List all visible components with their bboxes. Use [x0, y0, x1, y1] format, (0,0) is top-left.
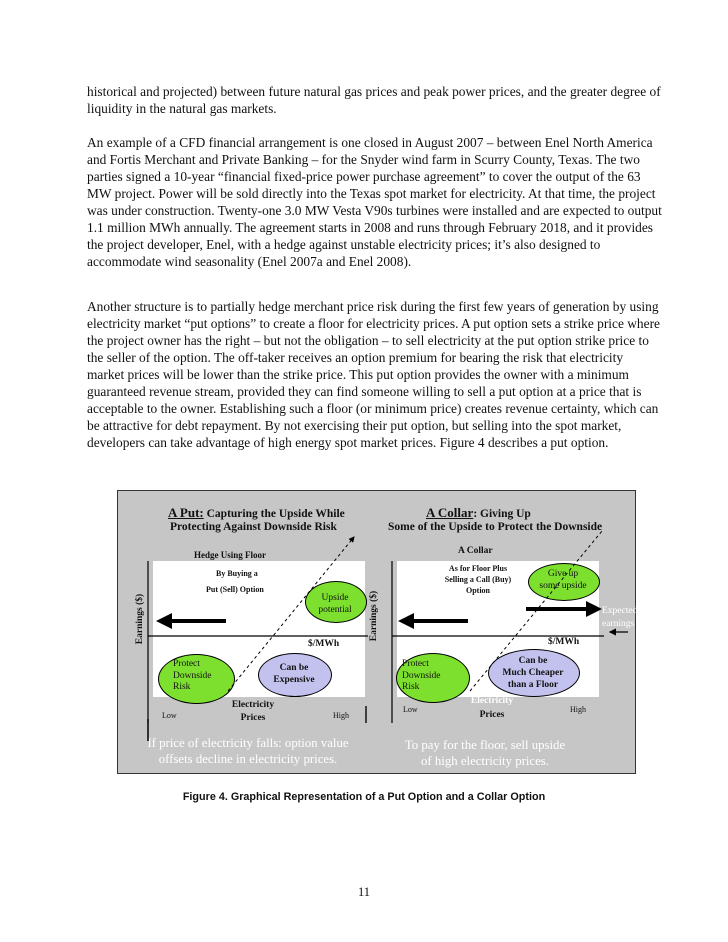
collar-title-line2: Some of the Upside to Protect the Downside: [388, 521, 603, 533]
figure-put-and-collar: [117, 490, 636, 774]
put-buying-line1: By Buying a: [216, 569, 258, 578]
put-expensive-label: Can be Expensive: [273, 663, 315, 685]
collar-cap-arrowhead: [586, 601, 602, 617]
page-number: 11: [357, 885, 371, 899]
collar-title: A Collar: Giving Up: [426, 505, 531, 520]
upside-potential-label: Upside potential: [318, 593, 352, 615]
put-floor-arrowhead: [156, 613, 172, 629]
collar-unit-label: $/MWh: [548, 637, 580, 647]
figure-caption: Figure 4. Graphical Representation of a Put Option and a Collar Option: [182, 791, 546, 803]
figure-lines: [118, 491, 638, 773]
put-x-high: High: [333, 711, 349, 720]
collar-y-axis-label: Earnings ($): [369, 590, 379, 642]
collar-cheaper-label: Can be Much Cheaper than a Floor: [502, 656, 564, 690]
collar-x-low: Low: [403, 705, 418, 714]
put-protect-downside-label: Protect Downside Risk: [173, 659, 212, 692]
put-title: A Put: Capturing the Upside While: [168, 505, 345, 520]
put-upside-line: [228, 537, 354, 691]
put-chart-title: Hedge Using Floor: [194, 550, 266, 560]
collar-floor-arrowhead: [398, 613, 414, 629]
paragraph-cfd-example: An example of a CFD financial arrangement is one closed in August 2007 – between Enel North America and Fortis Merchant and Private Banking – for the Snyder wind farm in Scurry County, Texas. The two parties signed a 10-year “financial fixed-price power purchase agreement” to cover the output of the 63 MW project. Power will be sold directly into the Texas spot market for electricity. At that time, the project was under construction. Twenty-one 3.0 MW Vesta V90s turbines were installed and are expected to output 1.1 million MWh annually. The agreement starts in 2008 and runs through February 2018, and it provides the project developer, Enel, with a hedge against unstable electricity prices; it’s also designed to accommodate wind seasonality (Enel 2007a and Enel 2008).: [87, 135, 662, 269]
give-up-upside-label: Give up some upside: [539, 569, 587, 591]
put-x-low: Low: [162, 711, 177, 720]
collar-chart-title: A Collar: [458, 546, 493, 556]
put-y-axis-label: Earnings ($): [135, 593, 145, 645]
collar-x-axis-label: Electricity Prices: [470, 696, 514, 720]
paragraph-continuation: historical and projected) between future natural gas prices and peak power prices, and the greater degree of liquidity in the natural gas markets.: [87, 84, 661, 116]
collar-floor-label: As for Floor Plus Selling a Call (Buy) Option: [444, 564, 512, 595]
expected-earnings-label: Expected earnings: [602, 606, 638, 629]
paragraph-put-options: Another structure is to partially hedge merchant price risk during the first few years of generation by using electricity market “put options” to create a floor for electricity prices. A put option sets a strike price where the project owner has the right – but not the obligation – to sell electricity at the put option strike price to the seller of the option. The off-taker receives an option premium for bearing the risk that electricity market prices will be lower than the strike price. This put option provides the owner with a minimum guaranteed revenue stream, provided they can find someone willing to sell a put option at a price that is acceptable to the owner. Establishing such a floor (or minimum price) creates revenue certainty, which can be attractive for debt repayment. By not exercising their put option, but selling into the spot market, developers can take advantage of high energy spot market prices. Figure 4 describes a put option.: [87, 299, 660, 450]
put-bottom-note: If price of electricity falls: option value offsets decline in electricity prices.: [147, 736, 349, 766]
put-title-line2: Protecting Against Downside Risk: [170, 521, 337, 533]
put-buying-line2: Put (Sell) Option: [206, 585, 264, 594]
put-unit-label: $/MWh: [308, 639, 340, 649]
put-x-axis-label: Electricity Prices: [231, 700, 275, 723]
collar-x-high: High: [570, 705, 586, 714]
collar-bottom-note: To pay for the floor, sell upside of high electricity prices.: [404, 738, 566, 768]
collar-protect-downside-label: Protect Downside Risk: [402, 659, 441, 692]
